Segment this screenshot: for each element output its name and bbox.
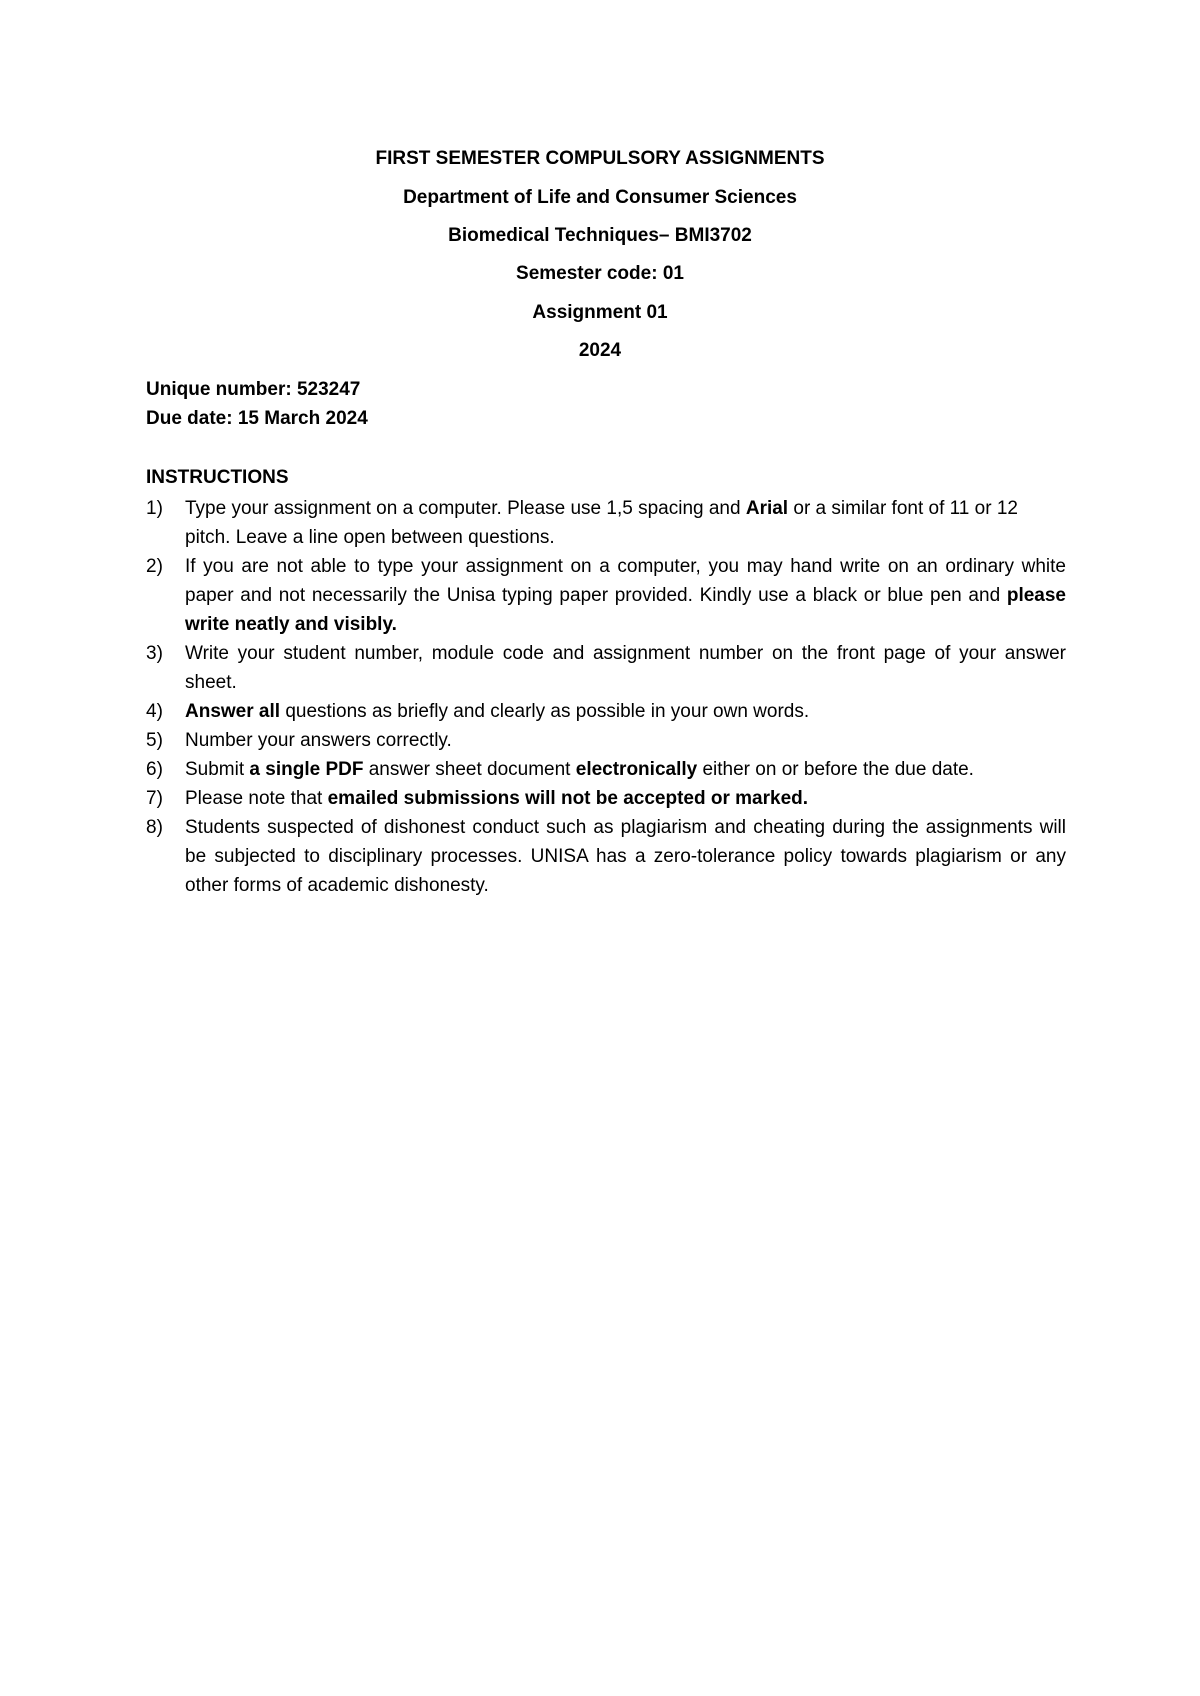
assignment-year: 2024 bbox=[578, 340, 622, 361]
instruction-number: 4) bbox=[146, 701, 163, 722]
instruction-number: 8) bbox=[146, 817, 163, 838]
instruction-item bbox=[146, 697, 1066, 726]
instruction-text bbox=[185, 726, 1066, 755]
instruction-text-run: or a similar font of 11 or 12 pitch. Leave a line open between questions. bbox=[185, 498, 1018, 548]
instruction-text bbox=[185, 552, 1066, 639]
instruction-item bbox=[146, 639, 1066, 697]
instruction-item bbox=[146, 726, 1066, 755]
instruction-item bbox=[146, 755, 1066, 784]
instruction-emphasis: Answer all bbox=[185, 701, 281, 722]
unique-number: Unique number: 523247 bbox=[146, 379, 361, 400]
instruction-text bbox=[185, 784, 1066, 813]
instruction-text bbox=[185, 755, 1066, 784]
instructions-list bbox=[146, 494, 1066, 900]
instructions-heading: INSTRUCTIONS bbox=[146, 467, 289, 488]
instruction-text bbox=[185, 494, 1066, 552]
module-name: Biomedical Techniques– BMI3702 bbox=[448, 225, 752, 246]
instruction-text bbox=[185, 639, 1066, 697]
instruction-item bbox=[146, 552, 1066, 639]
instruction-number: 7) bbox=[146, 788, 163, 809]
instruction-text-run: Submit bbox=[185, 759, 250, 780]
instruction-text-run: Students suspected of dishonest conduct such as plagiarism and cheating during the assignments will be subjected to disciplinary processes. UNISA has a zero-tolerance policy towards plagiarism or any other forms of academic dishonesty. bbox=[185, 817, 1066, 896]
instruction-emphasis: emailed submissions will not be accepted or marked. bbox=[327, 788, 809, 809]
instruction-emphasis: electronically bbox=[575, 759, 698, 780]
instruction-item bbox=[146, 494, 1066, 552]
instruction-text-run: answer sheet document bbox=[363, 759, 576, 780]
instruction-text-run: Write your student number, module code and assignment number on the front page of your answer sheet. bbox=[185, 643, 1066, 693]
instruction-item bbox=[146, 813, 1066, 900]
assignment-number: Assignment 01 bbox=[532, 302, 668, 323]
document-title: FIRST SEMESTER COMPULSORY ASSIGNMENTS bbox=[375, 148, 825, 169]
department-name: Department of Life and Consumer Sciences bbox=[403, 187, 797, 208]
instruction-text-run: questions as briefly and clearly as possible in your own words. bbox=[280, 701, 810, 722]
instruction-text-run: Please note that bbox=[185, 788, 328, 809]
instruction-text bbox=[185, 697, 1066, 726]
semester-code: Semester code: 01 bbox=[516, 263, 684, 284]
instruction-text-run: Type your assignment on a computer. Please use 1,5 spacing and bbox=[185, 498, 746, 519]
instruction-text-run: either on or before the due date. bbox=[697, 759, 974, 780]
instruction-number: 6) bbox=[146, 759, 163, 780]
instruction-number: 1) bbox=[146, 498, 163, 519]
instruction-number: 2) bbox=[146, 556, 163, 577]
instruction-item bbox=[146, 784, 1066, 813]
instruction-emphasis: a single PDF bbox=[249, 759, 364, 780]
instruction-number: 3) bbox=[146, 643, 163, 664]
instruction-emphasis: Arial bbox=[745, 498, 789, 519]
instruction-number: 5) bbox=[146, 730, 163, 751]
instruction-text-run: If you are not able to type your assignment on a computer, you may hand write on an ordinary white paper and not necessarily the Unisa typing paper provided. Kindly use a black or blue pen and bbox=[185, 556, 1066, 606]
instruction-emphasis: please write neatly and visibly. bbox=[185, 585, 1066, 635]
due-date: Due date: 15 March 2024 bbox=[146, 408, 368, 429]
instruction-text bbox=[185, 813, 1066, 900]
instruction-text-run: Number your answers correctly. bbox=[185, 730, 452, 751]
